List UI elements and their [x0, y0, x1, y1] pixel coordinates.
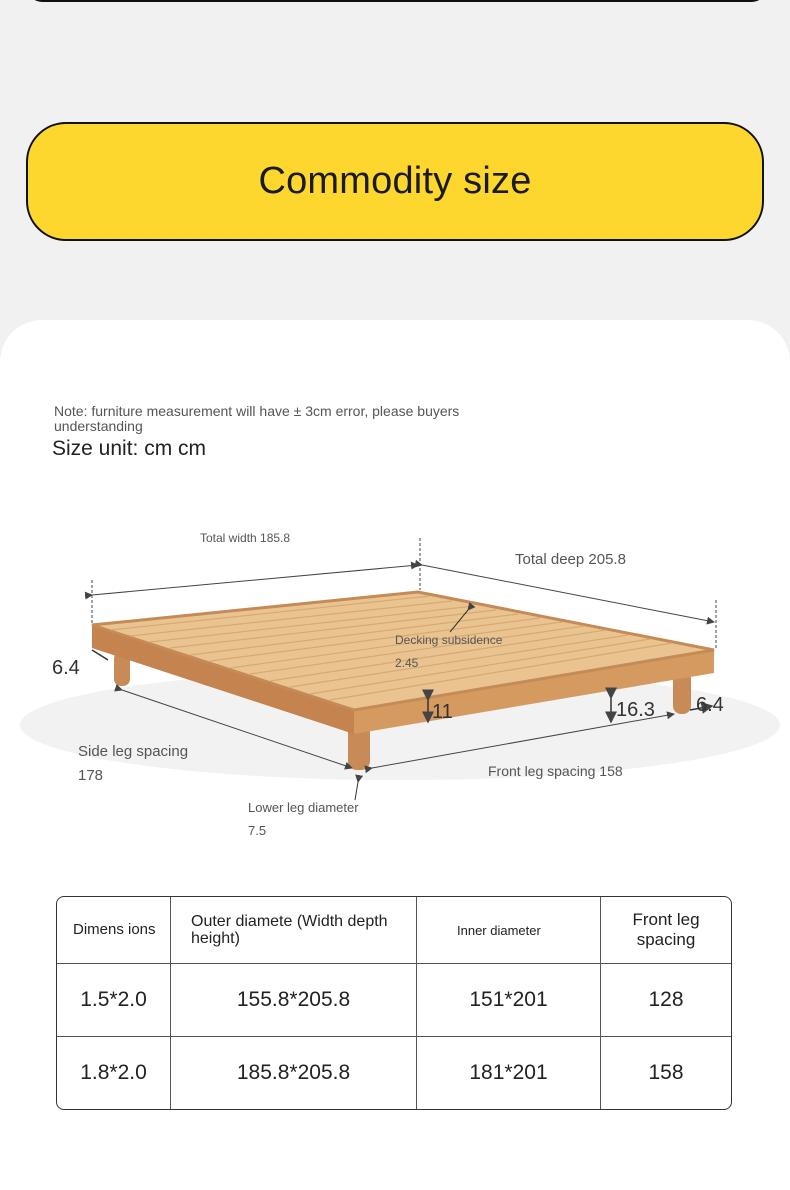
lower-leg-diameter-label: Lower leg diameter: [248, 800, 359, 815]
header-outer-note: (Width depth height): [191, 913, 388, 947]
decking-subsidence-value: 2.45: [395, 656, 419, 670]
bed-diagram: [0, 500, 790, 860]
cell-front-leg: 128: [601, 964, 731, 1037]
cell-size: 1.8*2.0: [57, 1037, 171, 1109]
table-header-row: [57, 897, 731, 964]
table-row: [57, 1037, 731, 1109]
total-deep-label: Total deep 205.8: [515, 551, 626, 568]
cell-outer: 155.8*205.8: [171, 964, 417, 1037]
banner-title: Commodity size: [258, 160, 532, 202]
header-outer: [171, 897, 417, 964]
header-inner: Inner diameter: [417, 897, 601, 964]
width-dimension-line: [92, 565, 418, 595]
header-front-leg: Front leg spacing: [601, 897, 731, 964]
measurement-note: Note: furniture measurement will have ± 3cm error, please buyers understanding: [54, 403, 460, 434]
header-dimensions: Dimens ions: [57, 897, 171, 964]
decking-subsidence-label: Decking subsidence: [395, 633, 503, 647]
cell-inner: 151*201: [417, 964, 601, 1037]
cell-inner: 181*201: [417, 1037, 601, 1109]
right-height-label: 6.4: [696, 694, 724, 716]
cell-outer: 185.8*205.8: [171, 1037, 417, 1109]
cell-size: 1.5*2.0: [57, 964, 171, 1037]
frame-height-label: 11: [432, 701, 453, 723]
left-height-label: 6.4: [52, 657, 80, 679]
header-outer-label: Outer diamete: [191, 913, 293, 930]
lower-leg-pointer: [355, 782, 358, 800]
top-bar: [28, 0, 766, 2]
leg-height-label: 16.3: [616, 699, 655, 721]
table-row: [57, 964, 731, 1037]
lower-leg-diameter-value: 7.5: [248, 823, 267, 838]
front-leg-spacing-label: Front leg spacing 158: [488, 763, 623, 779]
side-leg-spacing-label: Side leg spacing: [78, 743, 189, 760]
total-width-label: Total width 185.8: [200, 531, 291, 545]
title-banner: [26, 122, 764, 241]
side-leg-spacing-value: 178: [78, 767, 104, 784]
size-table: [56, 896, 732, 1110]
cell-front-leg: 158: [648, 1061, 684, 1084]
size-unit: Size unit: cm cm: [52, 437, 207, 460]
